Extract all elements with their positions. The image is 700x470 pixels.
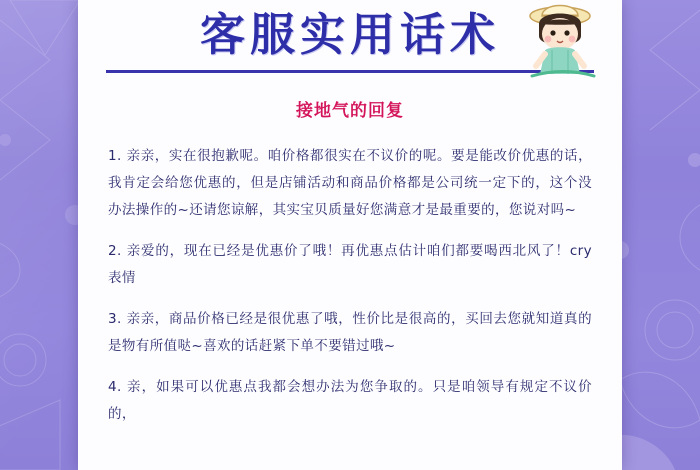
paragraph-list — [108, 143, 592, 428]
paragraph-1: 1. 亲亲，实在很抱歉呢。咱价格都很实在不议价的呢。要是能改价优惠的话，我肯定会给您优惠的，但是店铺活动和商品价格都是公司统一定下的，这个没办法操作的~还请您谅解，其实宝贝质量好您满意才是最重要的，您说对吗~ — [108, 148, 592, 218]
title-block — [78, 0, 622, 78]
section-subtitle: 接地气的回复 — [296, 101, 404, 121]
paragraph-2: 2. 亲爱的，现在已经是优惠价了哦！再优惠点估计咱们都要喝西北风了！cry表情 — [108, 243, 592, 286]
page-title: 客服实用话术 — [199, 8, 500, 61]
mascot-girl-icon — [512, 0, 608, 80]
paragraph-4: 4. 亲，如果可以优惠点我都会想办法为您争取的。只是咱领导有规定不议价的， — [108, 379, 592, 422]
paragraph-3: 3. 亲亲，商品价格已经是很优惠了哦，性价比是很高的，买回去您就知道真的是物有所值哒~喜欢的话赶紧下单不要错过哦~ — [108, 311, 592, 354]
content-card — [78, 0, 622, 470]
